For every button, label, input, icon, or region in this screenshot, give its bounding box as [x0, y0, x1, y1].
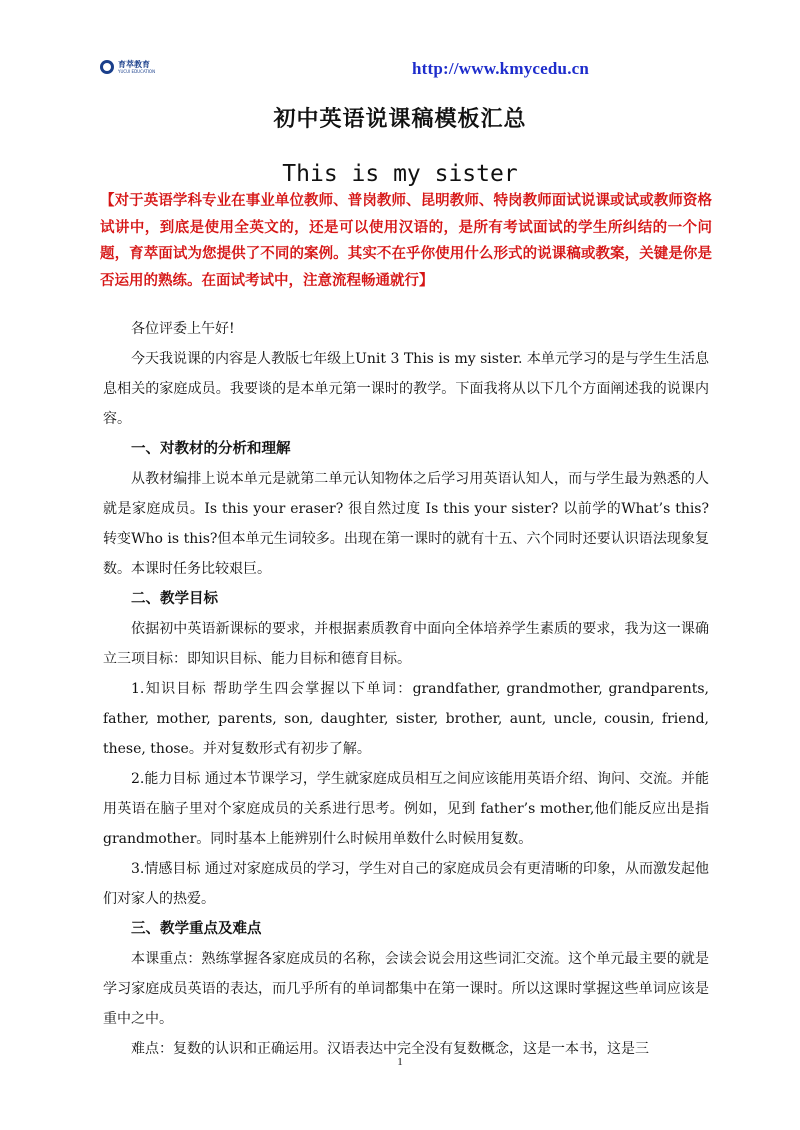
greeting: 各位评委上午好!	[131, 321, 235, 337]
goal-emotion: 3.情感目标 通过对家庭成员的学习，学生对自己的家庭成员会有更清晰的印象，从而激发起他们对家人的热爱。	[103, 861, 709, 907]
document-body	[103, 314, 709, 1064]
section-heading-1: 一、对教材的分析和理解	[131, 441, 291, 457]
website-link[interactable]: http://www.kmycedu.cn	[412, 59, 590, 78]
logo-subtext: YUCUI EDUCATION	[118, 68, 156, 74]
page-header	[100, 58, 710, 82]
page-number: 1	[397, 1056, 403, 1068]
document-subtitle: This is my sister	[282, 161, 518, 187]
difficulty-paragraph: 难点：复数的认识和正确运用。汉语表达中完全没有复数概念，这是一本书，这是三	[131, 1041, 649, 1057]
section-heading-3: 三、教学重点及难点	[131, 921, 262, 937]
section-1-paragraph: 从教材编排上说本单元是就第二单元认知物体之后学习用英语认知人，而与学生最为熟悉的人就是家庭成员。Is this your eraser? 很自然过度 Is this your sister? 以前学的What’s this?转变Who is this?但本单元生词较多。出现在第一课时的就有十五、六个同时还要认识语法现象复数。本课时任务比较艰巨。	[103, 471, 709, 577]
intro-paragraph: 今天我说课的内容是人教版七年级上Unit 3 This is my sister. 本单元学习的是与学生生活息息相关的家庭成员。我要谈的是本单元第一课时的教学。下面我将从以下几个方面阐述我的说课内容。	[103, 351, 709, 427]
logo-text-group	[118, 61, 155, 74]
notice-paragraph: 【对于英语学科专业在事业单位教师、普岗教师、昆明教师、特岗教师面试说课或试或教师资格试讲中，到底是使用全英文的，还是可以使用汉语的，是所有考试面试的学生所纠结的一个问题，育萃面试为您提供了不同的案例。其实不在乎你使用什么形式的说课稿或教案，关键是你是否运用的熟练。在面试考试中，注意流程畅通就行】	[100, 193, 712, 289]
document-title: 初中英语说课稿模板汇总	[273, 107, 527, 132]
goal-ability: 2.能力目标 通过本节课学习，学生就家庭成员相互之间应该能用英语介绍、询问、交流。并能用英语在脑子里对个家庭成员的关系进行思考。例如，见到 father’s mother,他们能反应出是指grandmother。同时基本上能辨别什么时候用单数什么时候用复数。	[103, 771, 709, 847]
section-heading-2: 二、教学目标	[131, 591, 218, 607]
goal-knowledge: 1.知识目标 帮助学生四会掌握以下单词：grandfather, grandmother, grandparents, father, mother, parents, son, daughter, sister, brother, aunt, uncle, cousin, friend, these, those。并对复数形式有初步了解。	[103, 681, 709, 757]
logo-icon	[100, 60, 114, 74]
logo-text: 育萃教育	[118, 59, 150, 69]
section-2-paragraph: 依据初中英语新课标的要求，并根据素质教育中面向全体培养学生素质的要求，我为这一课确立三项目标：即知识目标、能力目标和德育目标。	[103, 621, 709, 667]
logo	[100, 60, 155, 74]
key-point-paragraph: 本课重点：熟练掌握各家庭成员的名称，会读会说会用这些词汇交流。这个单元最主要的就是学习家庭成员英语的表达，而几乎所有的单词都集中在第一课时。所以这课时掌握这些单词应该是重中之中。	[103, 951, 709, 1027]
